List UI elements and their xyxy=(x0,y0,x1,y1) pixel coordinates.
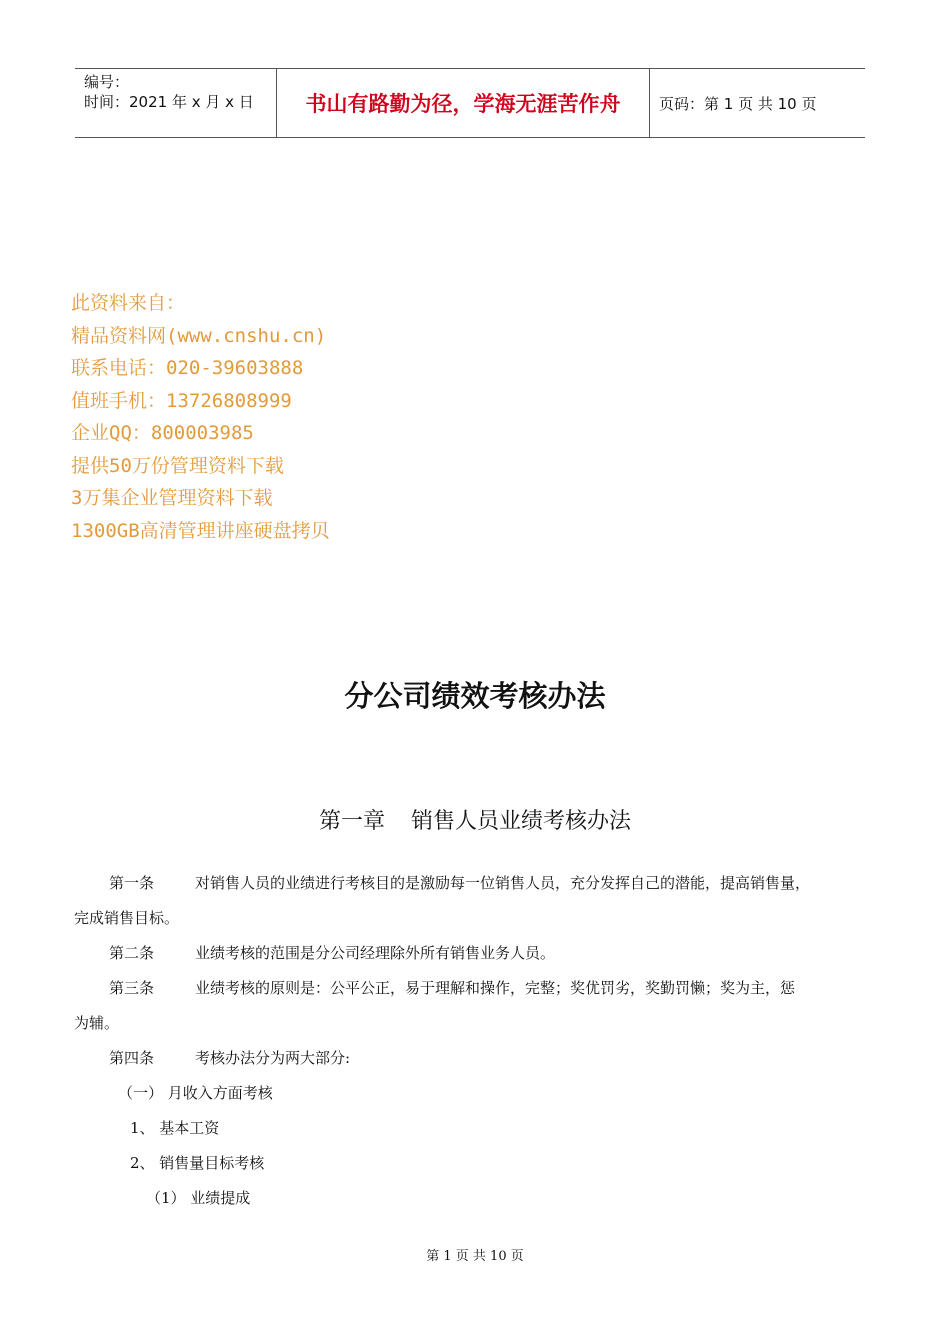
article-1 xyxy=(74,866,874,901)
article-3-continued: 为辅。 xyxy=(74,1014,120,1032)
document-body xyxy=(74,866,874,1216)
page-header xyxy=(75,68,865,138)
article-label: 第三条 xyxy=(109,979,155,997)
article-label: 第一条 xyxy=(109,874,155,892)
article-text: 业绩考核的原则是：公平公正，易于理解和操作，完整；奖优罚劣，奖勤罚懒；奖为主，惩 xyxy=(195,979,796,997)
chapter-number: 第一章 xyxy=(318,809,385,834)
header-motto-cell xyxy=(277,69,650,137)
article-4 xyxy=(74,1041,874,1076)
outline-item-2: 2、 销售量目标考核 xyxy=(130,1154,265,1172)
number-label: 编号： xyxy=(84,73,130,91)
article-text: 业绩考核的范围是分公司经理除外所有销售业务人员。 xyxy=(195,944,556,962)
promo-line: 联系电话：020-39603888 xyxy=(71,357,304,379)
article-3 xyxy=(74,971,874,1006)
outline-item-1: 1、 基本工资 xyxy=(130,1119,220,1137)
chapter-heading xyxy=(0,804,950,835)
promo-line: 值班手机：13726808999 xyxy=(71,389,292,412)
article-label: 第二条 xyxy=(109,944,155,962)
time-label: 时间：2021 年 x 月 x 日 xyxy=(84,93,254,111)
article-text: 考核办法分为两大部分: xyxy=(195,1049,351,1067)
header-page-code: 页码：第 1 页 共 10 页 xyxy=(659,94,817,113)
article-1-continued: 完成销售目标。 xyxy=(74,909,180,927)
promo-line: 1300GB高清管理讲座硬盘拷贝 xyxy=(71,519,330,542)
header-motto: 书山有路勤为径，学海无涯苦作舟 xyxy=(305,91,621,116)
article-2 xyxy=(74,936,874,971)
article-text: 对销售人员的业绩进行考核目的是激励每一位销售人员，充分发挥自己的潜能，提高销售量， xyxy=(195,874,811,892)
promo-line: 精品资料网(www.cnshu.cn) xyxy=(71,324,327,347)
article-label: 第四条 xyxy=(109,1049,155,1067)
page-footer: 第 1 页 共 10 页 xyxy=(426,1249,524,1264)
header-meta xyxy=(75,69,277,137)
promo-line: 3万集企业管理资料下载 xyxy=(71,487,273,509)
promo-line: 企业QQ：800003985 xyxy=(71,422,254,444)
promo-line: 此资料来自： xyxy=(71,292,186,314)
promo-block xyxy=(71,287,330,547)
outline-section-1: （一） 月收入方面考核 xyxy=(118,1084,273,1102)
chapter-name: 销售人员业绩考核办法 xyxy=(411,809,632,834)
outline-subitem-1: （1） 业绩提成 xyxy=(146,1189,251,1207)
promo-line: 提供50万份管理资料下载 xyxy=(71,454,284,477)
document-title: 分公司绩效考核办法 xyxy=(344,679,606,713)
